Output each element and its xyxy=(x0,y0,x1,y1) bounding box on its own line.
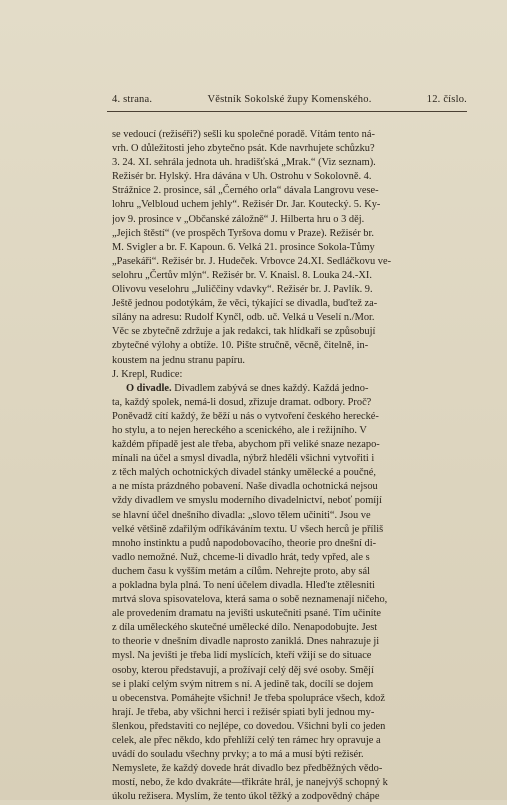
section-first-line-text: Divadlem zabývá se dnes každý. Každá jedno- xyxy=(174,382,369,394)
text-line: uvádí do souladu všechny prvky; a to má a musí býti režisér. xyxy=(112,749,364,761)
issue-number: 12. číslo. xyxy=(426,94,467,105)
paragraph-o-divadle xyxy=(112,396,464,805)
text-line: Ještě jednou podotýkám, že věci, týkající se divadla, buďtež za- xyxy=(112,298,378,310)
text-line: vrh. O důležitosti jeho zbytečno psát. Kde navrhujete schůzku? xyxy=(112,143,375,155)
page-number: 4. strana. xyxy=(112,94,153,105)
text-line: mostí, nebo, že kdo dvakráte—třikráte hrál, je nanejvýš schopný k xyxy=(112,777,388,789)
text-line: M. Svigler a br. F. Kapoun. 6. Velká 21. prosince Sokola-Tůmy xyxy=(112,241,375,253)
text-line: Poněvadž cítí každý, že běží u nás o vytvoření českého herecké- xyxy=(112,410,379,422)
text-line: Věc se zbytečně zdržuje a jak redakci, tak hlídkaři se způsobují xyxy=(112,326,376,338)
text-line: vadlo nemožné. Nuž, chceme-li divadlo hrát, tedy vpřed, ale s xyxy=(112,551,370,563)
text-line: Nemyslete, že každý dovede hrát divadlo bez předběžných vědo- xyxy=(112,763,383,775)
text-line: to theorie v dnešním divadle naprosto zaniklá. Dnes nahrazuje ji xyxy=(112,636,380,648)
text-line: „Jejich štěstí“ (ve prospěch Tyršova domu v Praze). Režisér br. xyxy=(112,227,374,239)
paragraph-theatre-report xyxy=(112,128,464,368)
text-line: se i plakí celým svým nitrem s ní. A jedině tak, docílí se dojem xyxy=(112,678,374,690)
text-line: vždy divadlem ve smyslu moderního divadelnictví, neboť pomíjí xyxy=(112,495,382,507)
text-line: úkolu režisera. Myslím, že tento úkol těžký a zodpovědný chápe xyxy=(112,791,380,803)
text-line: ta, každý spolek, nemá-li dosud, zřizuje dramat. odbory. Proč? xyxy=(112,396,372,408)
text-line: osoby, kterou představují, a prožívají celý děj své osoby. Smějí xyxy=(112,664,374,676)
text-line: se vedoucí (režiséři?) sešli ku společné poradě. Vítám tento ná- xyxy=(112,129,375,140)
text-line: hrají. Je třeba, aby všichni herci i režisér spiati byli jednou my- xyxy=(112,706,375,718)
text-line: Režisér br. Hylský. Hra dávána v Uh. Ostrohu v Sokolovně. 4. xyxy=(112,171,372,183)
text-line: z díla uměleckého skutečné umělecké dílo. Nenapodobujte. Jest xyxy=(112,622,378,634)
text-line: ale provedením dramatu na jevišti uskutečniti psané. Tím učiníte xyxy=(112,608,382,620)
journal-title: Věstník Sokolské župy Komenského. xyxy=(207,94,372,105)
text-line: a ne místa prázdného pobavení. Naše divadla ochotnická nejsou xyxy=(112,481,378,493)
text-line: a pokladna byla plná. To není účelem divadla. Hleďte ztělesniti xyxy=(112,580,375,591)
section-title: O divadle. xyxy=(126,382,172,394)
text-line: jov 9. prosince v „Občanské záložně“ J. Hilberta hru o 3 děj. xyxy=(112,213,365,225)
text-line: selohru „Čertův mlýn“. Režisér br. V. Knaisl. 8. Louka 24.-XI. xyxy=(112,269,372,281)
page-header xyxy=(112,94,467,105)
text-line: velké většině zdařilým odříkáváním textu. U všech herců je příliš xyxy=(112,523,384,535)
text-line: šlenkou, představiti co nejlépe, co dovedou. Všichni byli co jeden xyxy=(112,720,386,732)
text-line: mnoho instinktu a pudů napodobovacího, theorie pro dnešní di- xyxy=(112,537,377,549)
text-line: mínali na účel a smysl divadla, nýbrž hleděli všichni vytvořiti i xyxy=(112,453,375,465)
text-line: každém případě jest ale třeba, abychom při veliké snaze nezapo- xyxy=(112,439,380,451)
text-line: u obecenstva. Pomáhejte všichni! Je třeba spolupráce všech, kdož xyxy=(112,692,385,704)
section-first-line xyxy=(112,382,464,396)
text-line: „Pasekáři“. Režisér br. J. Hudeček. Vrbovce 24.XI. Sedláčkovu ve- xyxy=(112,255,392,267)
text-line: Strážnice 2. prosince, sál „Černého orla“ dávala Langrovu vese- xyxy=(112,185,379,197)
text-line: z těch malých ochotnických divadel stánky umělecké a poučné, xyxy=(112,467,376,479)
text-line: ho stylu, a to nejen hereckého a scenického, ale i režijního. V xyxy=(112,424,367,436)
text-line: 3. 24. XI. sehrála jednota uh. hradišťská „Mrak.“ (Viz seznam). xyxy=(112,157,376,169)
article-body xyxy=(112,128,464,805)
text-line: koustem na jednu stranu papíru. xyxy=(112,354,246,366)
text-line: se hlavní účel dnešního divadla: „slovo tělem učiniti“. Jsou ve xyxy=(112,509,371,521)
text-line: Olivovu veselohru „Juliččiny vdavky“. Režisér br. J. Pavlík. 9. xyxy=(112,284,373,296)
text-line: lohru „Velbloud uchem jehly“. Režisér Dr. Jar. Koutecký. 5. Ky- xyxy=(112,199,381,211)
text-line: mrtvá slova spisovatelova, která sama o sobě neznamenají ničeho, xyxy=(112,594,388,606)
text-line: zbytečné výlohy a obtíže. 10. Pište stručně, věcně, čitelně, in- xyxy=(112,340,369,352)
header-rule xyxy=(107,111,467,112)
text-line: duchem času k vyšším metám a cílům. Nehrejte proto, aby sál xyxy=(112,565,370,577)
author-line: J. Krepl, Rudice: xyxy=(112,368,183,380)
text-line: mysl. Na jevišti je třeba lidí myslících, kteří vžijí se do situace xyxy=(112,650,372,662)
text-line: sílány na adresu: Rudolf Kynčl, odb. uč. Velká u Veselí n./Mor. xyxy=(112,312,375,324)
text-line: celek, ale přec někdo, kdo přehlíží celý ten rámec hry opravuje a xyxy=(112,735,381,747)
